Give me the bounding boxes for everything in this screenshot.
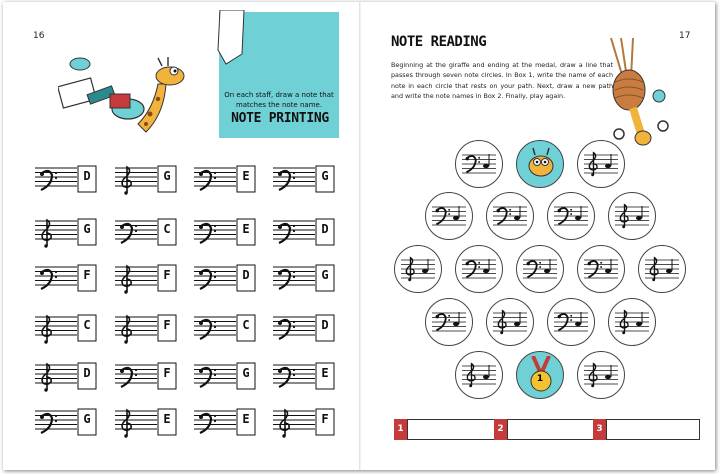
bass-note-circle[interactable] bbox=[425, 298, 473, 346]
note-exercise[interactable] bbox=[194, 165, 256, 187]
treble-note-circle[interactable] bbox=[394, 245, 442, 293]
note-exercise[interactable] bbox=[273, 314, 335, 336]
bass-clef-staff bbox=[462, 151, 496, 179]
note-name-label: F bbox=[321, 412, 329, 426]
note-exercise[interactable] bbox=[35, 362, 97, 384]
note-name-label: G bbox=[83, 412, 91, 426]
note-name-label: G bbox=[83, 222, 91, 236]
giraffe-rope-illustration bbox=[593, 38, 673, 146]
note-exercise[interactable] bbox=[273, 408, 335, 430]
note-name-label: D bbox=[83, 366, 91, 380]
note-printing-title: NOTE PRINTING bbox=[231, 111, 329, 126]
treble-clef-staff bbox=[615, 309, 649, 337]
note-name-label: D bbox=[321, 222, 329, 236]
note-exercise[interactable] bbox=[115, 264, 177, 286]
note-exercise[interactable] bbox=[35, 165, 97, 187]
treble-clef-staff bbox=[493, 309, 527, 337]
medal-end-circle[interactable] bbox=[516, 351, 564, 399]
treble-note-circle[interactable] bbox=[577, 351, 625, 399]
giraffe-start-circle[interactable] bbox=[516, 140, 564, 188]
note-name-label: E bbox=[321, 366, 329, 380]
bass-note-circle[interactable] bbox=[516, 245, 564, 293]
note-exercise[interactable] bbox=[273, 362, 335, 384]
note-reading-title: NOTE READING bbox=[391, 34, 487, 50]
treble-note-circle[interactable] bbox=[608, 192, 656, 240]
treble-note-circle[interactable] bbox=[577, 140, 625, 188]
note-exercise[interactable] bbox=[115, 362, 177, 384]
note-name-label: C bbox=[83, 318, 91, 332]
page-gutter bbox=[359, 2, 361, 470]
note-name-label: D bbox=[242, 268, 250, 282]
note-name-label: E bbox=[242, 169, 250, 183]
note-name-label: C bbox=[163, 222, 171, 236]
note-exercise[interactable] bbox=[115, 218, 177, 240]
note-exercise[interactable] bbox=[273, 218, 335, 240]
note-name-label: G bbox=[321, 268, 329, 282]
note-name-label: G bbox=[163, 169, 171, 183]
note-exercise[interactable] bbox=[194, 264, 256, 286]
treble-clef-staff bbox=[645, 256, 679, 284]
note-name-label: E bbox=[242, 222, 250, 236]
note-name-label: F bbox=[163, 366, 171, 380]
answer-box[interactable] bbox=[606, 419, 700, 440]
answer-box-label: 2 bbox=[494, 419, 507, 440]
note-printing-instruction: On each staff, draw a note that matches the note name. bbox=[224, 91, 334, 109]
note-exercise[interactable] bbox=[35, 408, 97, 430]
bass-clef-staff bbox=[462, 256, 496, 284]
note-name-label: E bbox=[242, 412, 250, 426]
medal-label: 1 bbox=[536, 374, 544, 384]
note-exercise[interactable] bbox=[194, 314, 256, 336]
treble-clef-staff bbox=[584, 362, 618, 390]
note-name-label: F bbox=[163, 318, 171, 332]
note-exercise[interactable] bbox=[194, 362, 256, 384]
note-exercise[interactable] bbox=[273, 165, 335, 187]
bass-note-circle[interactable] bbox=[455, 140, 503, 188]
giraffe-skateboard-illustration bbox=[58, 54, 208, 144]
note-name-label: F bbox=[163, 268, 171, 282]
note-exercise[interactable] bbox=[115, 165, 177, 187]
note-name-label: G bbox=[242, 366, 250, 380]
note-exercise[interactable] bbox=[115, 314, 177, 336]
treble-note-circle[interactable] bbox=[455, 351, 503, 399]
bass-clef-staff bbox=[584, 256, 618, 284]
treble-note-circle[interactable] bbox=[638, 245, 686, 293]
answer-box-label: 3 bbox=[593, 419, 606, 440]
bass-clef-staff bbox=[554, 309, 588, 337]
answer-box[interactable] bbox=[507, 419, 601, 440]
bass-note-circle[interactable] bbox=[547, 298, 595, 346]
note-name-label: C bbox=[242, 318, 250, 332]
page-number-left: 16 bbox=[33, 31, 45, 41]
treble-clef-staff bbox=[584, 151, 618, 179]
bass-clef-staff bbox=[432, 309, 466, 337]
bass-clef-staff bbox=[493, 203, 527, 231]
bass-note-circle[interactable] bbox=[455, 245, 503, 293]
bass-note-circle[interactable] bbox=[547, 192, 595, 240]
page-number-right: 17 bbox=[679, 31, 691, 41]
answer-box-label: 1 bbox=[394, 419, 407, 440]
note-exercise[interactable] bbox=[115, 408, 177, 430]
book-spread bbox=[3, 2, 715, 470]
treble-note-circle[interactable] bbox=[608, 298, 656, 346]
giraffe-head-icon bbox=[523, 146, 559, 182]
note-name-label: F bbox=[83, 268, 91, 282]
note-exercise[interactable] bbox=[35, 264, 97, 286]
bass-note-circle[interactable] bbox=[486, 192, 534, 240]
note-name-label: G bbox=[321, 169, 329, 183]
paper-strip-decoration bbox=[216, 10, 256, 66]
bass-clef-staff bbox=[432, 203, 466, 231]
note-name-label: D bbox=[83, 169, 91, 183]
note-exercise[interactable] bbox=[35, 314, 97, 336]
treble-clef-staff bbox=[462, 362, 496, 390]
treble-note-circle[interactable] bbox=[486, 298, 534, 346]
note-exercise[interactable] bbox=[194, 218, 256, 240]
note-reading-instruction: Beginning at the giraffe and ending at the medal, draw a line that passes through seven note circles. In Box 1, write the name of each note in each circle that rests on your path. Next, draw a new path and write the note names in Box 2. Finally, play again. bbox=[391, 61, 613, 101]
treble-clef-staff bbox=[615, 203, 649, 231]
note-name-label: D bbox=[321, 318, 329, 332]
bass-clef-staff bbox=[554, 203, 588, 231]
bass-note-circle[interactable] bbox=[577, 245, 625, 293]
note-exercise[interactable] bbox=[194, 408, 256, 430]
note-name-label: E bbox=[163, 412, 171, 426]
bass-note-circle[interactable] bbox=[425, 192, 473, 240]
note-exercise[interactable] bbox=[273, 264, 335, 286]
bass-clef-staff bbox=[523, 256, 557, 284]
note-exercise[interactable] bbox=[35, 218, 97, 240]
treble-clef-staff bbox=[401, 256, 435, 284]
answer-box[interactable] bbox=[407, 419, 501, 440]
